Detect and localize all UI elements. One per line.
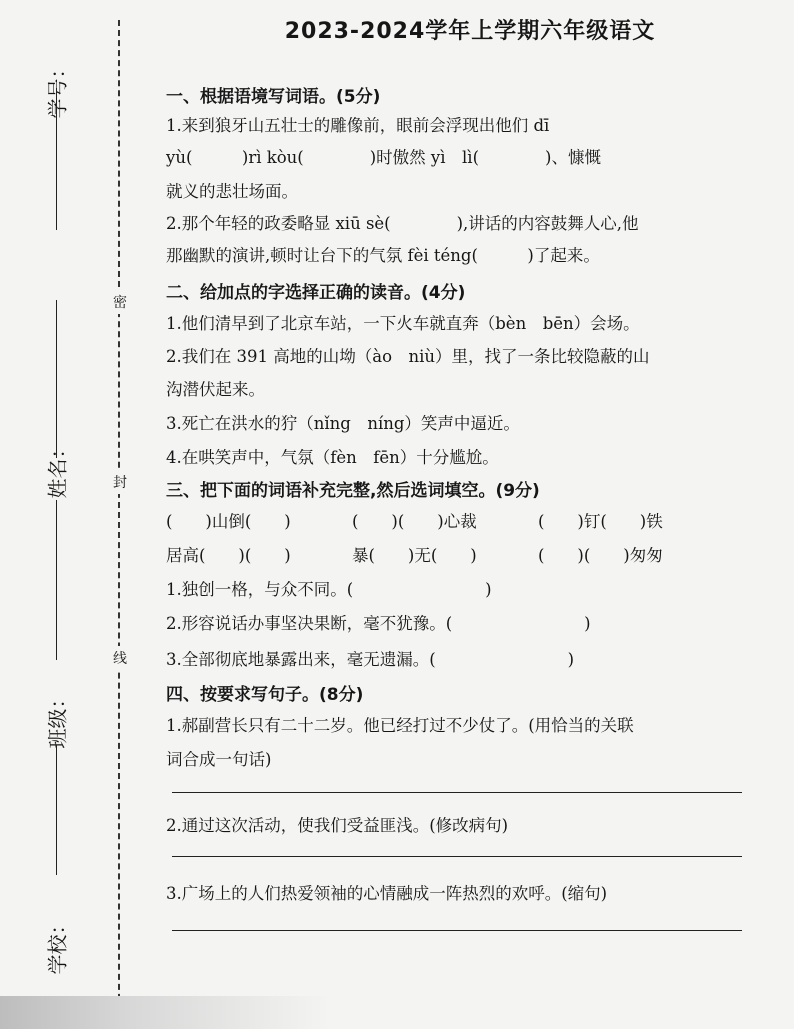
idiom-blank[interactable]: ( )钉( )铁 (538, 512, 663, 531)
field-class[interactable] (56, 745, 57, 875)
idiom-blank[interactable]: 居高( )( ) (166, 546, 291, 565)
s4-question-1b: 词合成一句话) (166, 750, 272, 769)
s1-line-1: 1.来到狼牙山五壮士的雕像前，眼前会浮现出他们 dī (166, 116, 550, 135)
s1-line-4: 2.那个年轻的政委略显 xiū sè( ),讲话的内容鼓舞人心,他 (166, 214, 639, 233)
idiom-blank[interactable]: 暴( )无( ) (352, 546, 477, 565)
s3-idiom-row-2 (166, 542, 663, 566)
s1-line-2: yù( )rì kòu( )时傲然 yì lì( )、慷慨 (166, 148, 601, 167)
s1-line-5: 那幽默的演讲,顿时让台下的气氛 fèi téng( )了起来。 (166, 246, 600, 265)
scan-shadow (0, 996, 330, 1029)
idiom-blank[interactable]: ( )( )匆匆 (538, 546, 663, 565)
seal-char-xian: 线 (110, 646, 130, 670)
seal-char-feng: 封 (110, 470, 130, 494)
s3-question-3: 3.全部彻底地暴露出来，毫无遗漏。( ) (166, 650, 575, 669)
label-class: 班级： (45, 688, 70, 749)
page-title: 2023-2024学年上学期六年级语文 (284, 19, 656, 44)
section-1-heading: 一、根据语境写词语。(5分) (166, 87, 381, 107)
s4-question-3: 3.广场上的人们热爱领袖的心情融成一阵热烈的欢呼。(缩句) (166, 884, 608, 903)
s4-question-1a: 1.郝副营长只有二十二岁。他已经打过不少仗了。(用恰当的关联 (166, 716, 634, 735)
field-name[interactable] (56, 500, 57, 660)
label-name: 姓名： (45, 438, 70, 499)
s3-question-1: 1.独创一格，与众不同。( ) (166, 580, 492, 599)
answer-line-2[interactable] (172, 856, 742, 857)
section-3-heading: 三、把下面的词语补充完整,然后选词填空。(9分) (166, 481, 540, 501)
field-student-id[interactable] (56, 88, 57, 230)
section-4-heading: 四、按要求写句子。(8分) (166, 685, 364, 705)
answer-line-1[interactable] (172, 792, 742, 793)
section-2-heading: 二、给加点的字选择正确的读音。(4分) (166, 283, 466, 303)
seal-line (118, 20, 120, 1020)
answer-line-3[interactable] (172, 930, 742, 931)
s2-line-3: 沟潜伏起来。 (166, 380, 265, 399)
s2-line-4: 3.死亡在洪水的狞（nǐng níng）笑声中逼近。 (166, 414, 520, 433)
s1-line-3: 就义的悲壮场面。 (166, 182, 298, 201)
s4-question-2: 2.通过这次活动，使我们受益匪浅。(修改病句) (166, 816, 509, 835)
idiom-blank[interactable]: ( )山倒( ) (166, 512, 291, 531)
field-name-top (56, 300, 57, 458)
s3-idiom-row-1 (166, 508, 663, 532)
idiom-blank[interactable]: ( )( )心裁 (352, 512, 477, 531)
seal-char-mi: 密 (110, 290, 130, 314)
label-school: 学校： (45, 914, 70, 975)
label-student-id: 学号： (45, 58, 70, 119)
s2-line-1: 1.他们清早到了北京车站，一下火车就直奔（bèn bēn）会场。 (166, 314, 640, 333)
s2-line-5: 4.在哄笑声中，气氛（fèn fēn）十分尴尬。 (166, 448, 499, 467)
s3-question-2: 2.形容说话办事坚决果断，毫不犹豫。( ) (166, 614, 591, 633)
s2-line-2: 2.我们在 391 高地的山坳（ào niù）里，找了一条比较隐蔽的山 (166, 347, 650, 366)
